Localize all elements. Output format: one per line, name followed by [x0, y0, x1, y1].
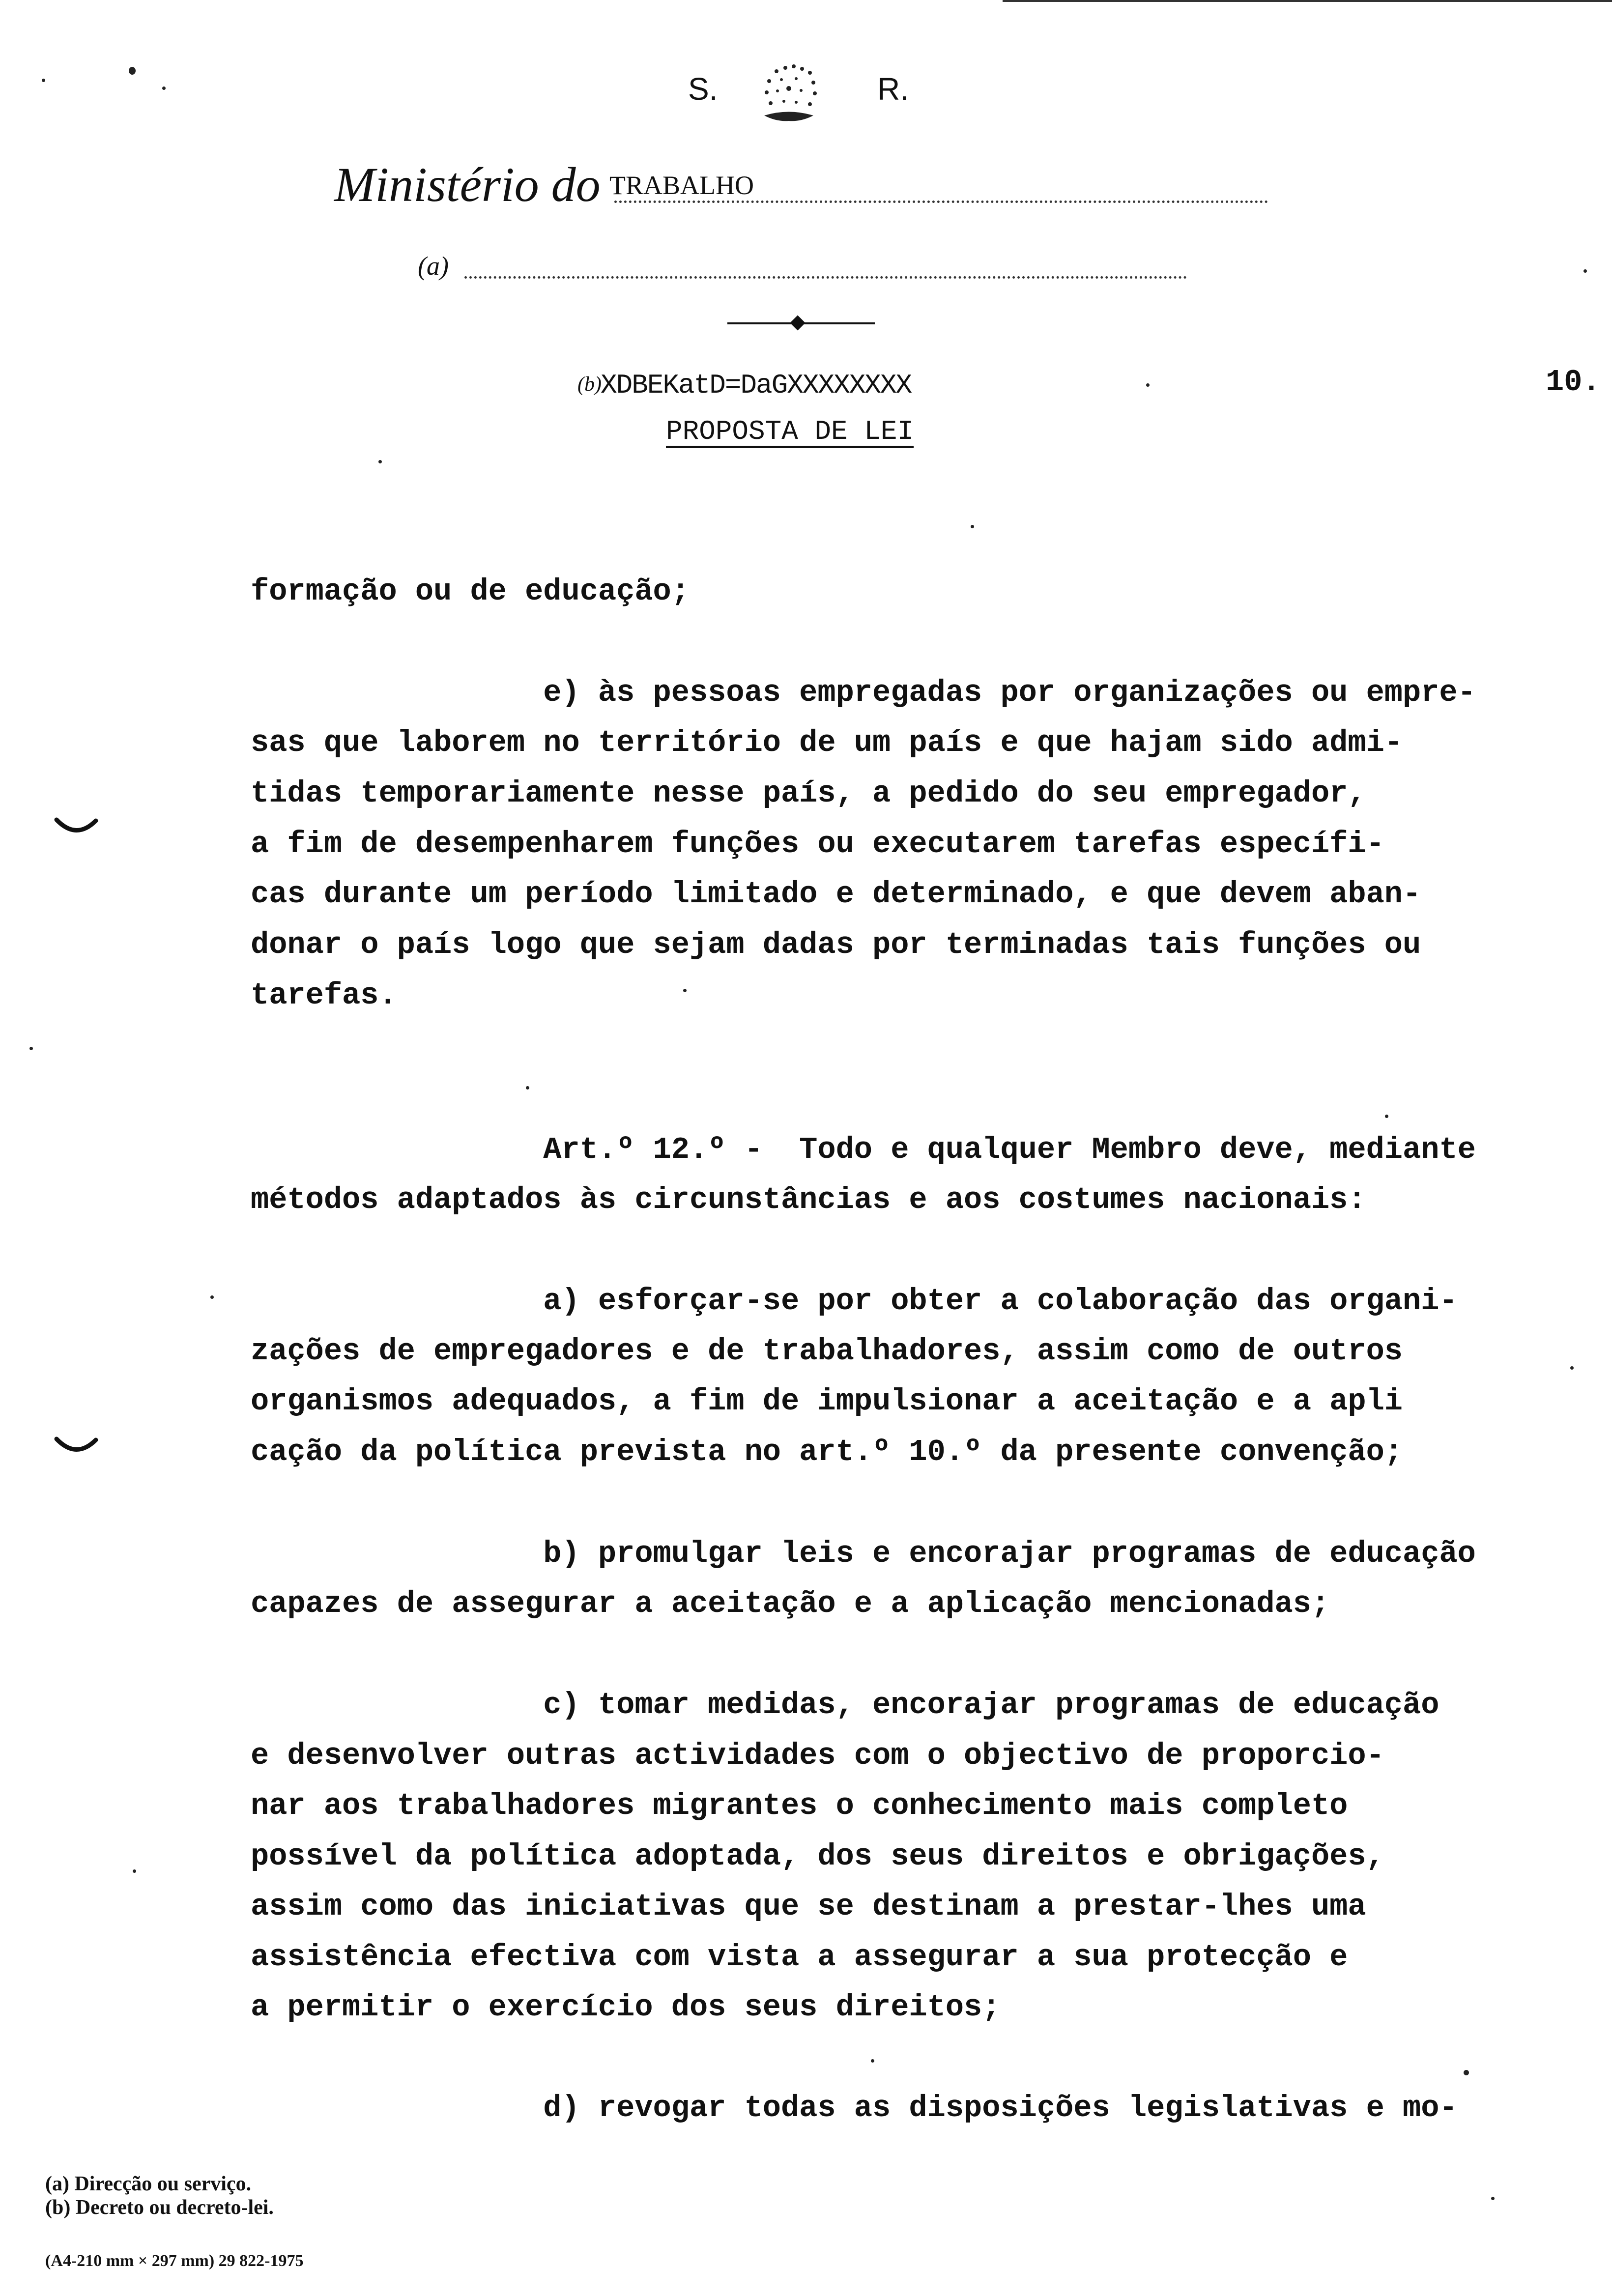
scan-speck — [29, 1047, 33, 1050]
scan-speck — [871, 2059, 874, 2063]
scan-speck — [210, 1295, 214, 1299]
body-line: b) promulgar leis e encorajar programas de educação — [251, 1536, 1476, 1571]
scan-speck — [683, 989, 687, 992]
scan-speck — [526, 1086, 529, 1090]
scan-speck — [133, 1869, 136, 1873]
body-line: métodos adaptados às circunstâncias e aos costumes nacionais: — [251, 1182, 1366, 1217]
scan-speck — [971, 525, 974, 528]
scan-speck — [42, 79, 45, 82]
scan-speck — [1570, 1366, 1574, 1370]
ministry-dotted-line — [614, 201, 1268, 203]
document-title: PROPOSTA DE LEI — [666, 416, 914, 447]
punch-hole-mark-icon — [54, 816, 98, 840]
body-line: a permitir o exercício dos seus direitos; — [251, 1990, 1001, 2025]
body-line: donar o país logo que sejam dadas por terminadas tais funções ou — [251, 927, 1421, 962]
field-b-label: (b) — [577, 373, 602, 396]
field-a-label: (a) — [418, 251, 449, 281]
body-line: possível da política adoptada, dos seus direitos e obrigações, — [251, 1839, 1384, 1874]
body-line: cas durante um período limitado e determinado, e que devem aban- — [251, 877, 1421, 912]
body-line: assistência efectiva com vista a assegurar a sua protecção e — [251, 1940, 1348, 1975]
coat-of-arms-emblem-icon — [747, 59, 831, 128]
body-line: cação da política prevista no art.º 10.º da presente convenção; — [251, 1435, 1403, 1469]
body-line: e desenvolver outras actividades com o objectivo de proporcio- — [251, 1738, 1384, 1773]
struck-out-field-b: XDBEKatD=DaGXXXXXXXX — [601, 370, 912, 401]
scan-speck — [1146, 383, 1150, 387]
letterhead-left-letter: S. — [688, 71, 718, 107]
ministry-name: TRABALHO — [609, 171, 754, 200]
body-line: assim como das iniciativas que se destinam a prestar-lhes uma — [251, 1889, 1366, 1924]
body-line: tarefas. — [251, 978, 397, 1013]
footnote-a: (a) Direcção ou serviço. — [45, 2173, 252, 2195]
body-line: zações de empregadores e de trabalhadores, assim como de outros — [251, 1334, 1403, 1369]
body-line: a) esforçar-se por obter a colaboração das organi- — [251, 1284, 1458, 1319]
scan-speck — [1491, 2197, 1495, 2200]
scan-speck — [1385, 1115, 1388, 1118]
ornament-diamond — [790, 315, 805, 330]
body-line: organismos adequados, a fim de impulsionar a aceitação e a apli — [251, 1384, 1403, 1419]
body-line: nar aos trabalhadores migrantes o conhecimento mais completo — [251, 1788, 1348, 1823]
body-line: a fim de desempenharem funções ou executarem tarefas específi- — [251, 827, 1384, 861]
body-line: capazes de assegurar a aceitação e a aplicação mencionadas; — [251, 1586, 1330, 1621]
field-a-dotted-line — [464, 276, 1187, 279]
scan-speck — [378, 460, 382, 463]
punch-hole-mark-icon — [54, 1435, 98, 1460]
body-line: Art.º 12.º - Todo e qualquer Membro deve, mediante — [251, 1132, 1476, 1167]
body-line: d) revogar todas as disposições legislativas e mo- — [251, 2091, 1458, 2125]
body-line: sas que laborem no território de um país e que hajam sido admi- — [251, 725, 1403, 760]
body-line: formação ou de educação; — [251, 574, 690, 609]
scan-speck — [129, 67, 136, 75]
letterhead-emblem-row — [0, 59, 1612, 128]
ministry-label: Ministério do — [334, 157, 601, 212]
scan-speck — [1583, 269, 1587, 273]
body-line: e) às pessoas empregadas por organizações ou empre- — [251, 675, 1476, 710]
top-edge-line — [1003, 0, 1612, 2]
page-number: 10. — [1546, 365, 1601, 400]
scan-speck — [1464, 2070, 1469, 2075]
body-line: tidas temporariamente nesse país, a pedido do seu empregador, — [251, 776, 1366, 811]
print-code: (A4-210 mm × 297 mm) 29 822-1975 — [45, 2252, 304, 2270]
body-line: c) tomar medidas, encorajar programas de educação — [251, 1688, 1439, 1722]
scan-speck — [162, 86, 166, 90]
letterhead-right-letter: R. — [877, 71, 909, 107]
footnote-b: (b) Decreto ou decreto-lei. — [45, 2196, 274, 2219]
